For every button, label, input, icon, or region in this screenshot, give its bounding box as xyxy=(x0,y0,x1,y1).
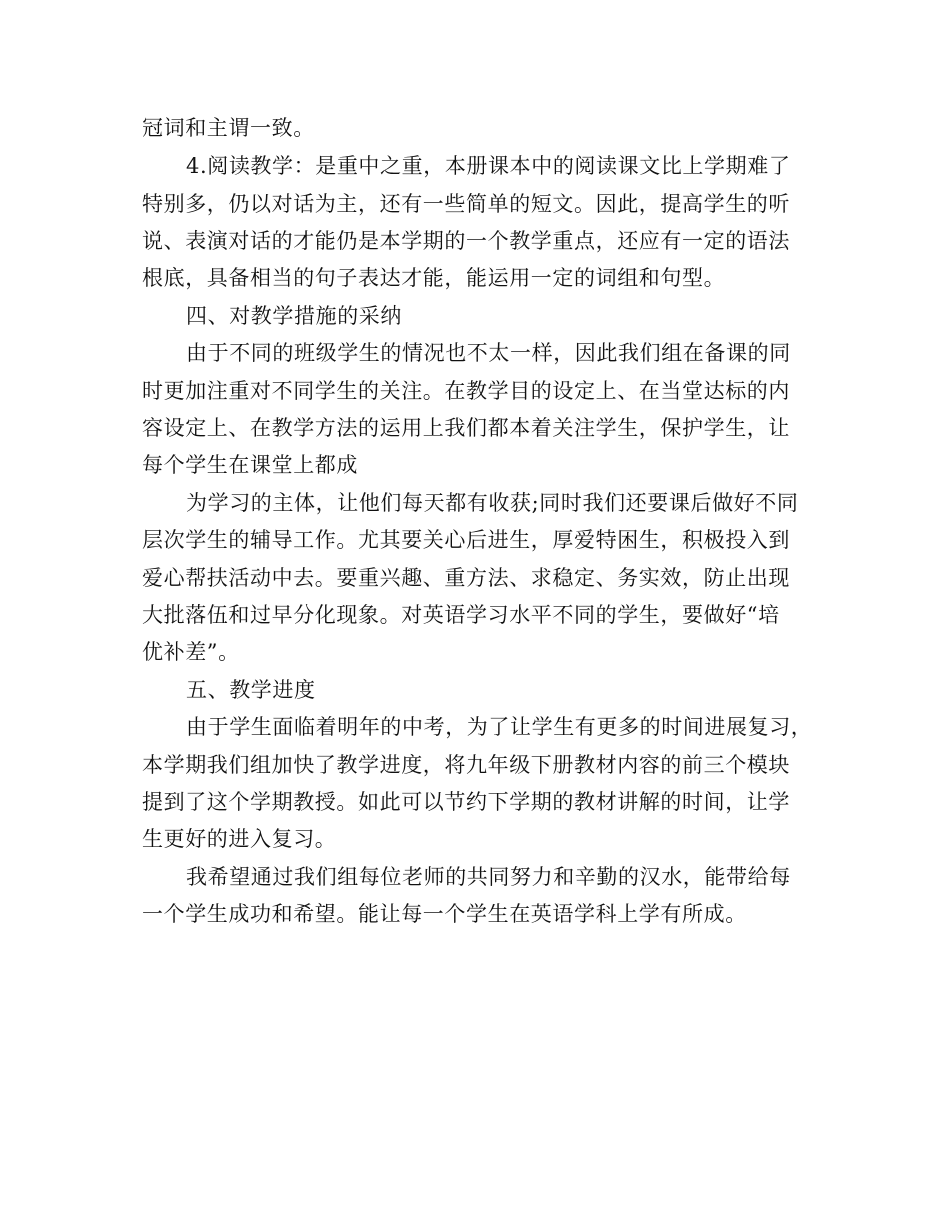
section-heading: 五、教学进度 xyxy=(186,678,316,702)
text-line: 层次学生的辅导工作。尤其要关心后进生，厚爱特困生，积极投入到 xyxy=(142,528,790,552)
paragraph-start-line: 由于不同的班级学生的情况也不太一样，因此我们组在备课的同 xyxy=(186,341,791,365)
text-line: 爱心帮扶活动中去。要重兴趣、重方法、求稳定、务实效，防止出现 xyxy=(142,566,790,590)
text-line: 说、表演对话的才能仍是本学期的一个教学重点，还应有一定的语法 xyxy=(142,229,790,253)
paragraph-start-line: 4.阅读教学：是重中之重，本册课本中的阅读课文比上学期难了 xyxy=(186,154,791,178)
text-line: 时更加注重对不同学生的关注。在教学目的设定上、在当堂达标的内 xyxy=(142,379,790,403)
paragraph-start-line: 由于学生面临着明年的中考，为了让学生有更多的时间进展复习， xyxy=(186,715,813,739)
text-line: 特别多，仍以对话为主，还有一些简单的短文。因此，提高学生的听 xyxy=(142,192,790,216)
text-line: 一个学生成功和希望。能让每一个学生在英语学科上学有所成。 xyxy=(142,902,747,926)
paragraph-start-line: 为学习的主体，让他们每天都有收获;同时我们还要课后做好不同 xyxy=(186,491,799,515)
paragraph-start-line: 我希望通过我们组每位老师的共同努力和辛勤的汉水，能带给每 xyxy=(186,865,791,889)
text-line: 容设定上、在教学方法的运用上我们都本着关注学生，保护学生，让 xyxy=(142,416,790,440)
text-line: 本学期我们组加快了教学进度，将九年级下册教材内容的前三个模块 xyxy=(142,753,790,777)
text-line: 根底，具备相当的句子表达才能，能运用一定的词组和句型。 xyxy=(142,266,726,290)
text-line: 提到了这个学期教授。如此可以节约下学期的教材讲解的时间，让学 xyxy=(142,790,790,814)
text-line: 生更好的进入复习。 xyxy=(142,827,337,851)
text-line: 冠词和主谓一致。 xyxy=(142,116,315,140)
text-line: 每个学生在课堂上都成 xyxy=(142,453,358,477)
text-line: 优补差”。 xyxy=(142,640,240,664)
text-line: 大批落伍和过早分化现象。对英语学习水平不同的学生，要做好“培 xyxy=(142,603,780,627)
section-heading: 四、对教学措施的采纳 xyxy=(186,304,402,328)
